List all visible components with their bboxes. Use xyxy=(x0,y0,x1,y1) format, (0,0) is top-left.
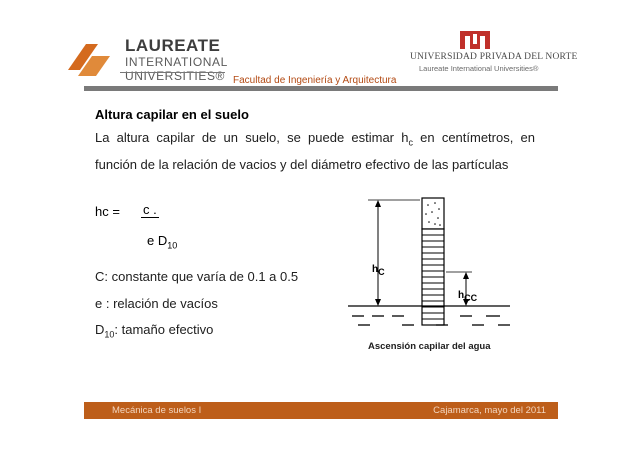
paragraph-line1: La altura capilar de un suelo, se puede estimar $h_c$ en centímetros, en xyxy=(95,130,536,148)
laureate-line1: LAUREATE xyxy=(125,36,221,55)
diagram-caption: Ascensión capilar del agua xyxy=(368,341,491,352)
definition-d10: $D_{10}$: tamaño efectivo xyxy=(95,322,214,340)
header-divider xyxy=(120,72,225,73)
formula-numerator: c . xyxy=(143,202,157,217)
faculty-name: Facultad de Ingeniería y Arquitectura xyxy=(233,75,397,86)
laureate-line3: UNIVERSITIES® xyxy=(125,69,225,83)
footer-course: Mecánica de suelos I xyxy=(112,405,202,416)
hcc-arrow-up xyxy=(463,272,469,279)
hc-arrow-down xyxy=(375,299,381,306)
formula-denominator: e $D_{10}$ xyxy=(147,233,178,251)
definition-c: C: constante que varía de 0.1 a 0.5 xyxy=(95,269,299,284)
upn-logo-icon xyxy=(460,31,490,49)
header-band xyxy=(84,86,558,91)
paragraph-line2: función de la relación de vacios y del diámetro efectivo de las partículas xyxy=(95,157,509,172)
label-hc: $h_C$ xyxy=(372,264,385,277)
label-hcc: $h_{CC}$ xyxy=(458,290,478,303)
upn-name: UNIVERSIDAD PRIVADA DEL NORTE xyxy=(410,52,578,62)
laureate-line2: INTERNATIONAL xyxy=(125,55,228,69)
laureate-logo-icon xyxy=(64,40,114,80)
footer-date: Cajamarca, mayo del 2011 xyxy=(433,405,546,416)
capillary-rise-diagram xyxy=(340,195,520,360)
laureate-wordmark xyxy=(125,37,228,82)
tube-dry-zone xyxy=(422,198,444,229)
definition-e: e : relación de vacíos xyxy=(95,296,218,311)
hc-arrow-up xyxy=(375,200,381,207)
section-title: Altura capilar en el suelo xyxy=(95,107,249,122)
upn-subtitle: Laureate International Universities® xyxy=(419,64,539,73)
formula-lhs: hc = xyxy=(95,204,120,219)
